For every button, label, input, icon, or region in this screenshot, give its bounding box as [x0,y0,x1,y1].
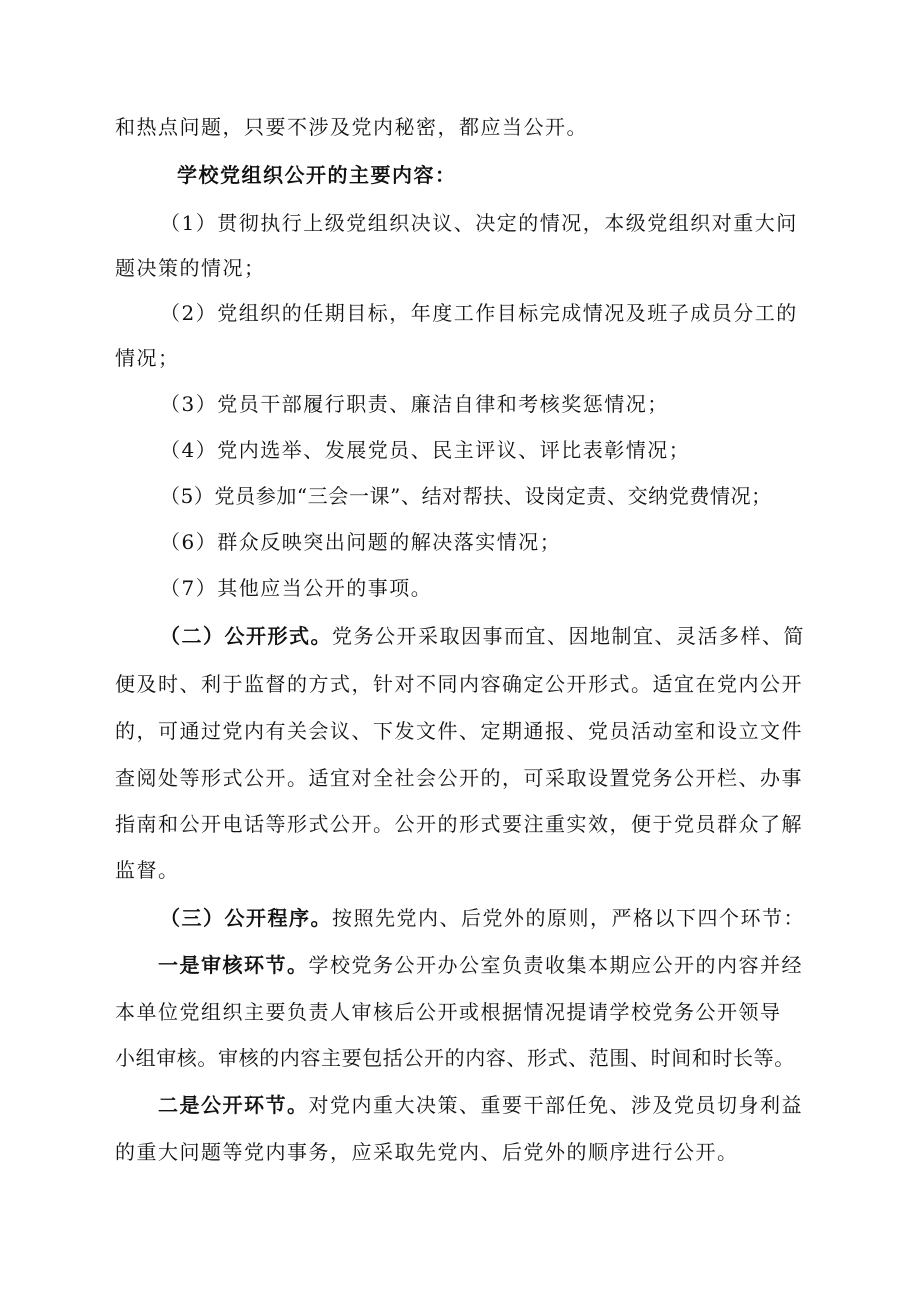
section-2-line-4: 查阅处等形式公开。适宜对全社会公开的，可采取设置党务公开栏、办事 [115,766,803,790]
list-item-5: （5）党员参加“三会一课”、结对帮扶、设岗定责、交纳党费情况； [160,484,772,508]
list-item-6: （6）群众反映突出问题的解决落实情况； [160,530,562,554]
step-2-title: 二是公开环节。 [158,1093,309,1117]
step-2-line-2: 的重大问题等党内事务，应采取先党内、后党外的顺序进行公开。 [115,1140,739,1164]
step-2-line-1 [158,1093,803,1117]
section-heading: 学校党组织公开的主要内容： [177,163,457,187]
section-2-text: 党务公开采取因事而宜、因地制宜、灵活多样、简 [332,624,805,648]
list-item-7: （7）其他应当公开的事项。 [160,576,433,600]
step-2-text: 对党内重大决策、重要干部任免、涉及党员切身利益 [308,1093,803,1117]
section-2-line-2: 便及时、利于监督的方式，针对不同内容确定公开形式。适宜在党内公开 [115,672,803,696]
step-1-line-1 [158,953,803,977]
list-item-2-line-2: 情况； [115,346,180,370]
step-1-title: 一是审核环节。 [158,953,309,977]
section-2-line-3: 的，可通过党内有关会议、下发文件、定期通报、党员活动室和设立文件 [115,719,803,743]
step-1-text: 学校党务公开办公室负责收集本期应公开的内容并经 [308,953,803,977]
section-2-line-1 [160,624,805,648]
step-1-line-3: 小组审核。审核的内容主要包括公开的内容、形式、范围、时间和时长等。 [115,1046,795,1070]
section-2-title: （二）公开形式。 [160,624,332,648]
paragraph-line: 和热点问题，只要不涉及党内秘密，都应当公开。 [115,115,588,139]
section-3-text: 按照先党内、后党外的原则，严格以下四个环节： [332,906,805,930]
step-1-line-2: 本单位党组织主要负责人审核后公开或根据情况提请学校党务公开领导 [115,1000,782,1024]
section-2-line-6: 监督。 [115,858,180,882]
section-2-line-5: 指南和公开电话等形式公开。公开的形式要注重实效，便于党员群众了解 [115,812,803,836]
list-item-2-line-1: （2）党组织的任期目标，年度工作目标完成情况及班子成员分工的 [160,301,798,325]
list-item-1-line-1: （1）贯彻执行上级党组织决议、决定的情况，本级党组织对重大问 [160,211,798,235]
list-item-4: （4）党内选举、发展党员、民主评议、评比表彰情况； [160,438,691,462]
section-3-line-1 [160,906,805,930]
list-item-1-line-2: 题决策的情况； [115,256,266,280]
list-item-3: （3）党员干部履行职责、廉洁自律和考核奖惩情况； [160,392,669,416]
section-3-title: （三）公开程序。 [160,906,332,930]
